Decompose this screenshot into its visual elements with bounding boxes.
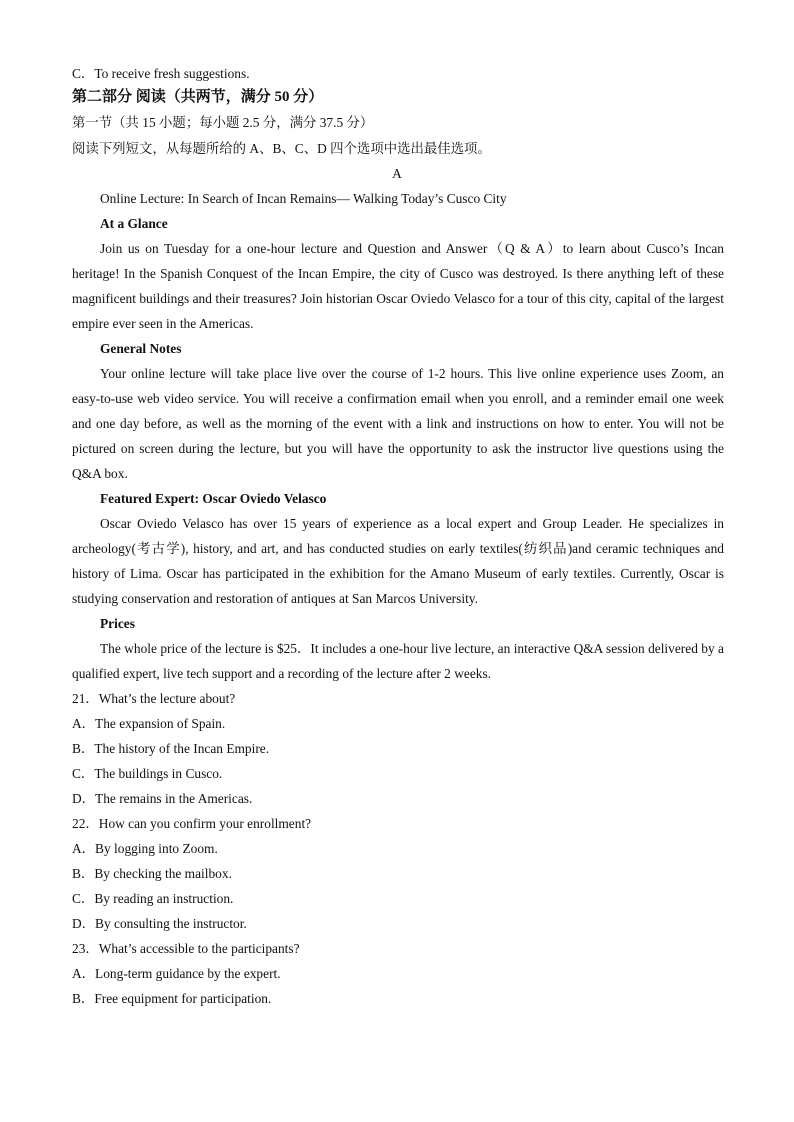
question-stem: 23．What’s accessible to the participants? <box>72 941 300 956</box>
question-option: C．By reading an instruction. <box>72 891 234 906</box>
question-option: A．The expansion of Spain. <box>72 716 226 731</box>
passage-letter: A <box>392 166 402 181</box>
passage-title: Online Lecture: In Search of Incan Remains— Walking Today’s Cusco City <box>100 191 507 206</box>
glance-heading: At a Glance <box>100 216 168 231</box>
question-option: D．By consulting the instructor. <box>72 916 247 931</box>
prices-paragraph: The whole price of the lecture is $25．It includes a one-hour live lecture, an interactive Q&A session delivered by a qualified expert, live tech support and a recording of the lecture after 2 weeks. <box>72 641 724 681</box>
prices-heading: Prices <box>100 616 135 631</box>
expert-paragraph: Oscar Oviedo Velasco has over 15 years of experience as a local expert and Group Leader. He specializes in archeology(考古学), history, and art, and has conducted studies on early textiles(纺织品)and ceramic techniques and history of Lima. Oscar has participated in the exhibition for the Amano Museum of early textiles. Currently, Oscar is studying conservation and restoration of antiques at San Marcos University. <box>72 516 724 606</box>
question-option: B．By checking the mailbox. <box>72 866 232 881</box>
notes-paragraph: Your online lecture will take place live over the course of 1-2 hours. This live online experience uses Zoom, an easy-to-use web video service. You will receive a confirmation email when you enroll, and a reminder email one week and one day before, as well as the morning of the event with a link and instructions on how to enter. You will not be pictured on screen during the lecture, but you will have the opportunity to ask the instructor live questions using the Q&A box. <box>72 366 724 481</box>
reading-instruction: 阅读下列短文，从每题所给的 A、B、C、D 四个选项中选出最佳选项。 <box>72 141 491 156</box>
question-option: D．The remains in the Americas. <box>72 791 253 806</box>
glance-paragraph: Join us on Tuesday for a one-hour lecture and Question and Answer（Q & A）to learn about Cusco’s Incan heritage! In the Spanish Conquest of the Incan Empire, the city of Cusco was destroyed. Is there anything left of these magnificent buildings and their treasures? Join historian Oscar Oviedo Velasco for a tour of this city, capital of the largest empire ever seen in the Americas. <box>72 241 724 331</box>
question-option: C．The buildings in Cusco. <box>72 766 223 781</box>
expert-heading: Featured Expert: Oscar Oviedo Velasco <box>100 491 327 506</box>
question-option: A．Long-term guidance by the expert. <box>72 966 281 981</box>
question-stem: 22．How can you confirm your enrollment? <box>72 816 312 831</box>
previous-option-c: C．To receive fresh suggestions. <box>72 66 250 81</box>
question-stem: 21．What’s the lecture about? <box>72 691 236 706</box>
notes-heading: General Notes <box>100 341 182 356</box>
question-option: B．Free equipment for participation. <box>72 991 272 1006</box>
question-option: B．The history of the Incan Empire. <box>72 741 270 756</box>
question-option: A．By logging into Zoom. <box>72 841 218 856</box>
section-title: 第二部分 阅读（共两节，满分 50 分） <box>72 89 324 105</box>
subsection-title: 第一节（共 15 小题；每小题 2.5 分，满分 37.5 分） <box>72 115 374 130</box>
